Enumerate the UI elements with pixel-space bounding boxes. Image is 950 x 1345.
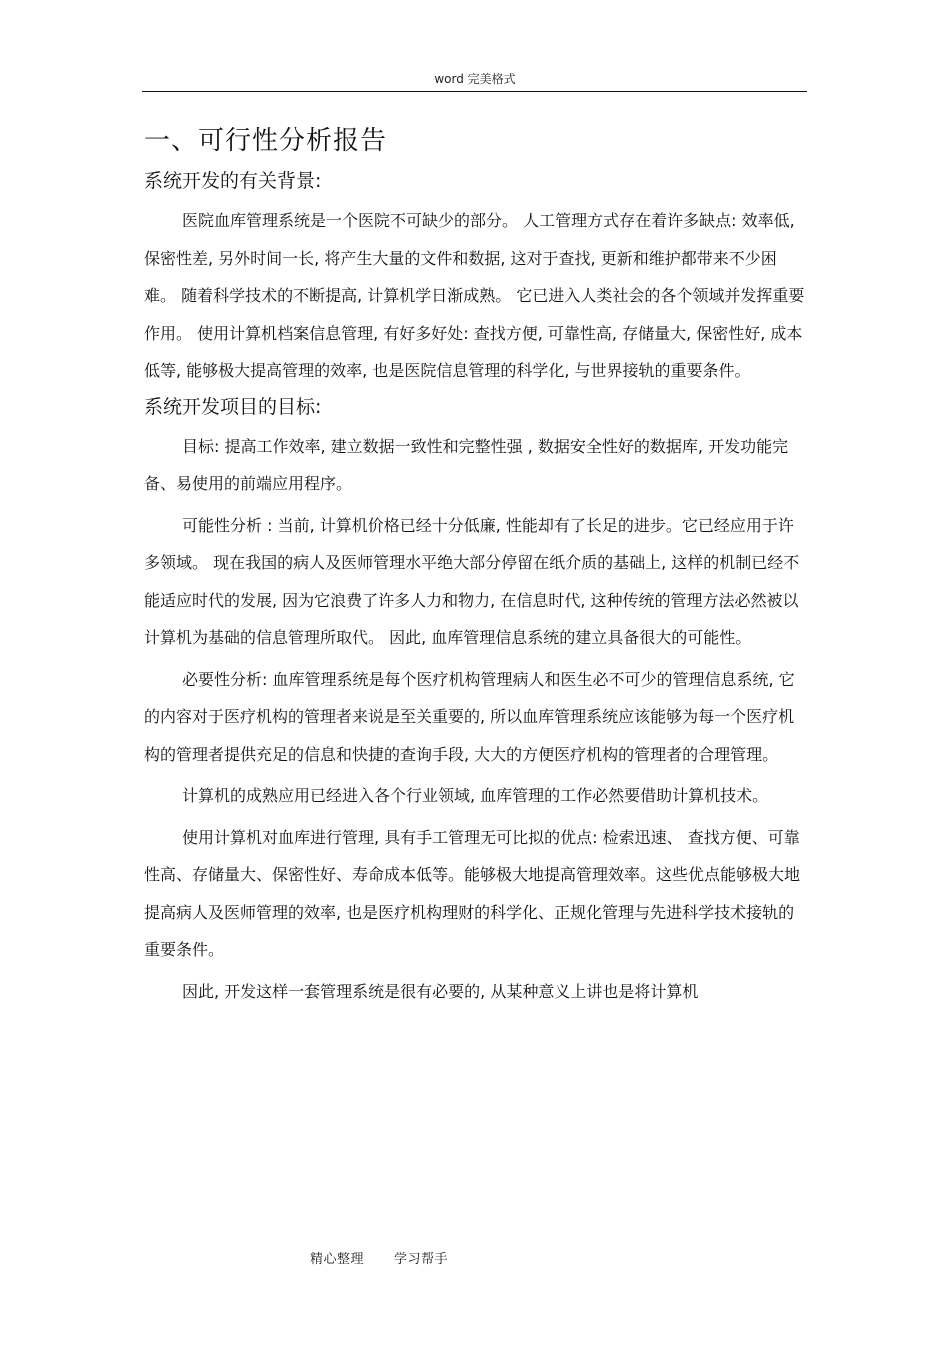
paragraph: 目标: 提高工作效率, 建立数据一致性和完整性强 , 数据安全性好的数据库, 开发功能完备、易使用的前端应用程序。 — [144, 436, 789, 493]
section-heading-background: 系统开发的有关背景: — [144, 170, 322, 192]
page-header: word 完美格式 — [434, 72, 516, 86]
page-footer — [310, 1248, 448, 1267]
paragraph: 计算机的成熟应用已经进入各个行业领域, 血库管理的工作必然要借助计算机技术。 — [182, 786, 769, 805]
paragraph: 必要性分析: 血库管理系统是每个医疗机构管理病人和医生必不可少的管理信息系统, 它的内容对于医疗机构的管理者来说是至关重要的, 所以血库管理系统应该能够为每一个医疗机构的管理者提供充足的信息和快捷的查询手段, 大大的方便医疗机构的管理者的合理管理。 — [144, 669, 795, 764]
document-title: 一、可行性分析报告 — [144, 126, 388, 156]
section-heading-goals: 系统开发项目的目标: — [144, 395, 322, 418]
footer-left-text: 精心整理 — [310, 1252, 365, 1267]
paragraph: 可能性分析 : 当前, 计算机价格已经十分低廉, 性能却有了长足的进步。它已经应用于许多领域。 现在我国的病人及医师管理水平绝大部分停留在纸介质的基础上, 这样的机制已经不能适应时代的发展, 因为它浪费了许多人力和物力, 在信息时代, 这种传统的管理方法必然被以计算机为基础的信息管理所取代。 因此, 血库管理信息系统的建立具备很大的可能性。 — [144, 515, 800, 647]
paragraph: 因此, 开发这样一套管理系统是很有必要的, 从某种意义上讲也是将计算机 — [182, 981, 699, 1001]
paragraph: 医院血库管理系统是一个医院不可缺少的部分。 人工管理方式存在着许多缺点: 效率低, 保密性差, 另外时间一长, 将产生大量的文件和数据, 这对于查找, 更新和维护都带来不少困难。 随着科学技术的不断提高, 计算机学日渐成熟。 它已进入人类社会的各个领域并发挥重要作用。 使用计算机档案信息管理, 有好多好处: 查找方便, 可靠性高, 存储量大, 保密性好, 成本低等, 能够极大提高管理的效率, 也是医院信息管理的科学化, 与世界接轨的重要条件。 — [144, 211, 805, 380]
paragraph: 使用计算机对血库进行管理, 具有手工管理无可比拟的优点: 检索迅速、 查找方便、可靠性高、存储量大、保密性好、寿命成本低等。能够极大地提高管理效率。这些优点能够极大地提高病人及医师管理的效率, 也是医疗机构理财的科学化、正规化管理与先进科学技术接轨的重要条件。 — [144, 827, 801, 959]
footer-right-text: 学习帮手 — [394, 1252, 449, 1267]
header-divider — [142, 91, 807, 92]
document-body — [144, 118, 806, 1010]
